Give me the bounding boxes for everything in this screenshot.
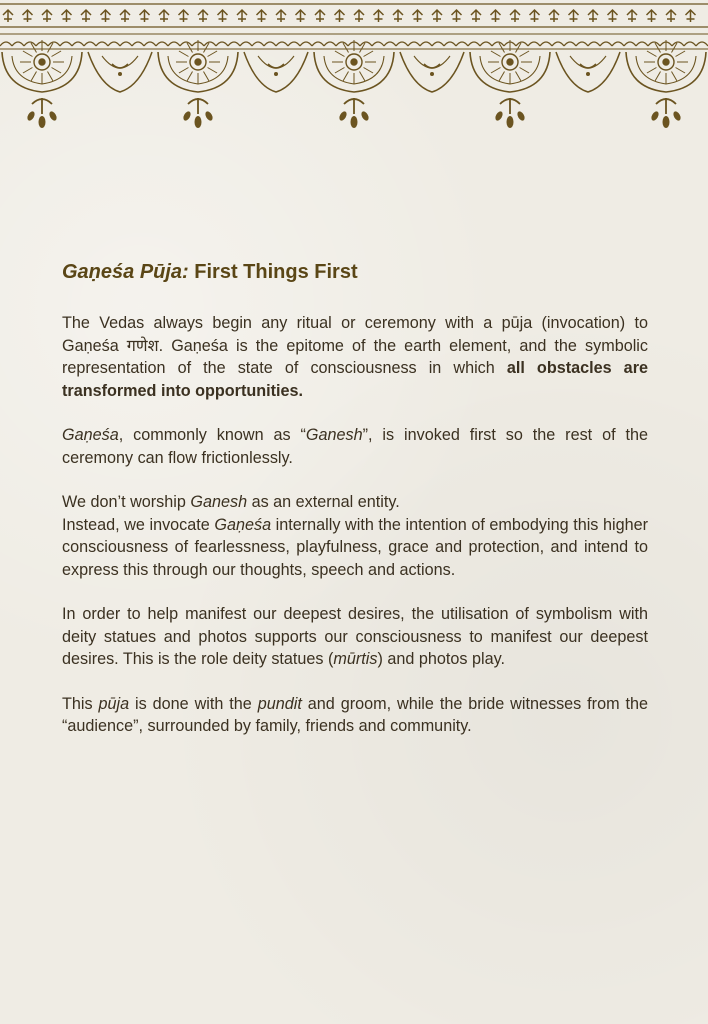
p3-l2-a: Instead, we invocate bbox=[62, 515, 215, 534]
paragraph-4 bbox=[62, 603, 648, 671]
p3-l1-italic: Ganesh bbox=[190, 493, 248, 511]
p3-l2-italic: Gaṇeśa bbox=[214, 515, 272, 534]
p2-text-b: ”, is invoked first so the rest of the ceremony can flow frictionlessly. bbox=[62, 426, 649, 467]
henna-ornament-border bbox=[0, 0, 708, 140]
title-rest: First Things First bbox=[188, 261, 358, 283]
p2-italic-2: Ganesh bbox=[305, 426, 363, 444]
page-title bbox=[62, 258, 648, 286]
p3-l1-a: We don’t worship bbox=[62, 493, 191, 511]
p1-bold: all obstacles are transformed into opportunities. bbox=[62, 359, 648, 400]
p5-text-a: This bbox=[62, 694, 99, 713]
p4-text-b: ) and photos play. bbox=[377, 650, 505, 668]
p3-l1-b: as an external entity. bbox=[247, 493, 400, 511]
p5-italic-1: pūja bbox=[98, 694, 130, 713]
p3-line-1 bbox=[62, 491, 648, 514]
p1-text: The Vedas always begin any ritual or ceremony with a pūja (invocation) to Gaṇeśa गणेश. Gaṇeśa is the epitome of the earth element, and the symbolic representation of the state of consciousness in which bbox=[62, 314, 648, 377]
article bbox=[62, 258, 648, 760]
paragraph-5 bbox=[62, 693, 648, 738]
p5-italic-2: pundit bbox=[257, 694, 302, 713]
p3-l2-b: internally with the intention of embodying this higher consciousness of fearlessness, playfulness, grace and protection, and intend to express this through our thoughts, speech and actions. bbox=[62, 515, 648, 579]
paragraph-3 bbox=[62, 491, 648, 581]
paragraph-2 bbox=[62, 424, 648, 469]
p2-italic-1: Gaṇeśa bbox=[62, 426, 119, 444]
title-italic: Gaṇeśa Pūja: bbox=[62, 261, 189, 283]
p4-italic: mūrtis bbox=[333, 650, 378, 668]
p5-text-b: is done with the bbox=[129, 694, 258, 713]
paragraph-1 bbox=[62, 312, 648, 402]
p5-text-c: and groom, while the bride witnesses from the “audience”, surrounded by family, friends and community. bbox=[62, 694, 648, 735]
p4-text-a: In order to help manifest our deepest desires, the utilisation of symbolism with deity statues and photos supports our consciousness to manifest our deepest desires. This is the role deity statues ( bbox=[62, 605, 648, 668]
p2-text-a: , commonly known as “ bbox=[118, 426, 306, 444]
